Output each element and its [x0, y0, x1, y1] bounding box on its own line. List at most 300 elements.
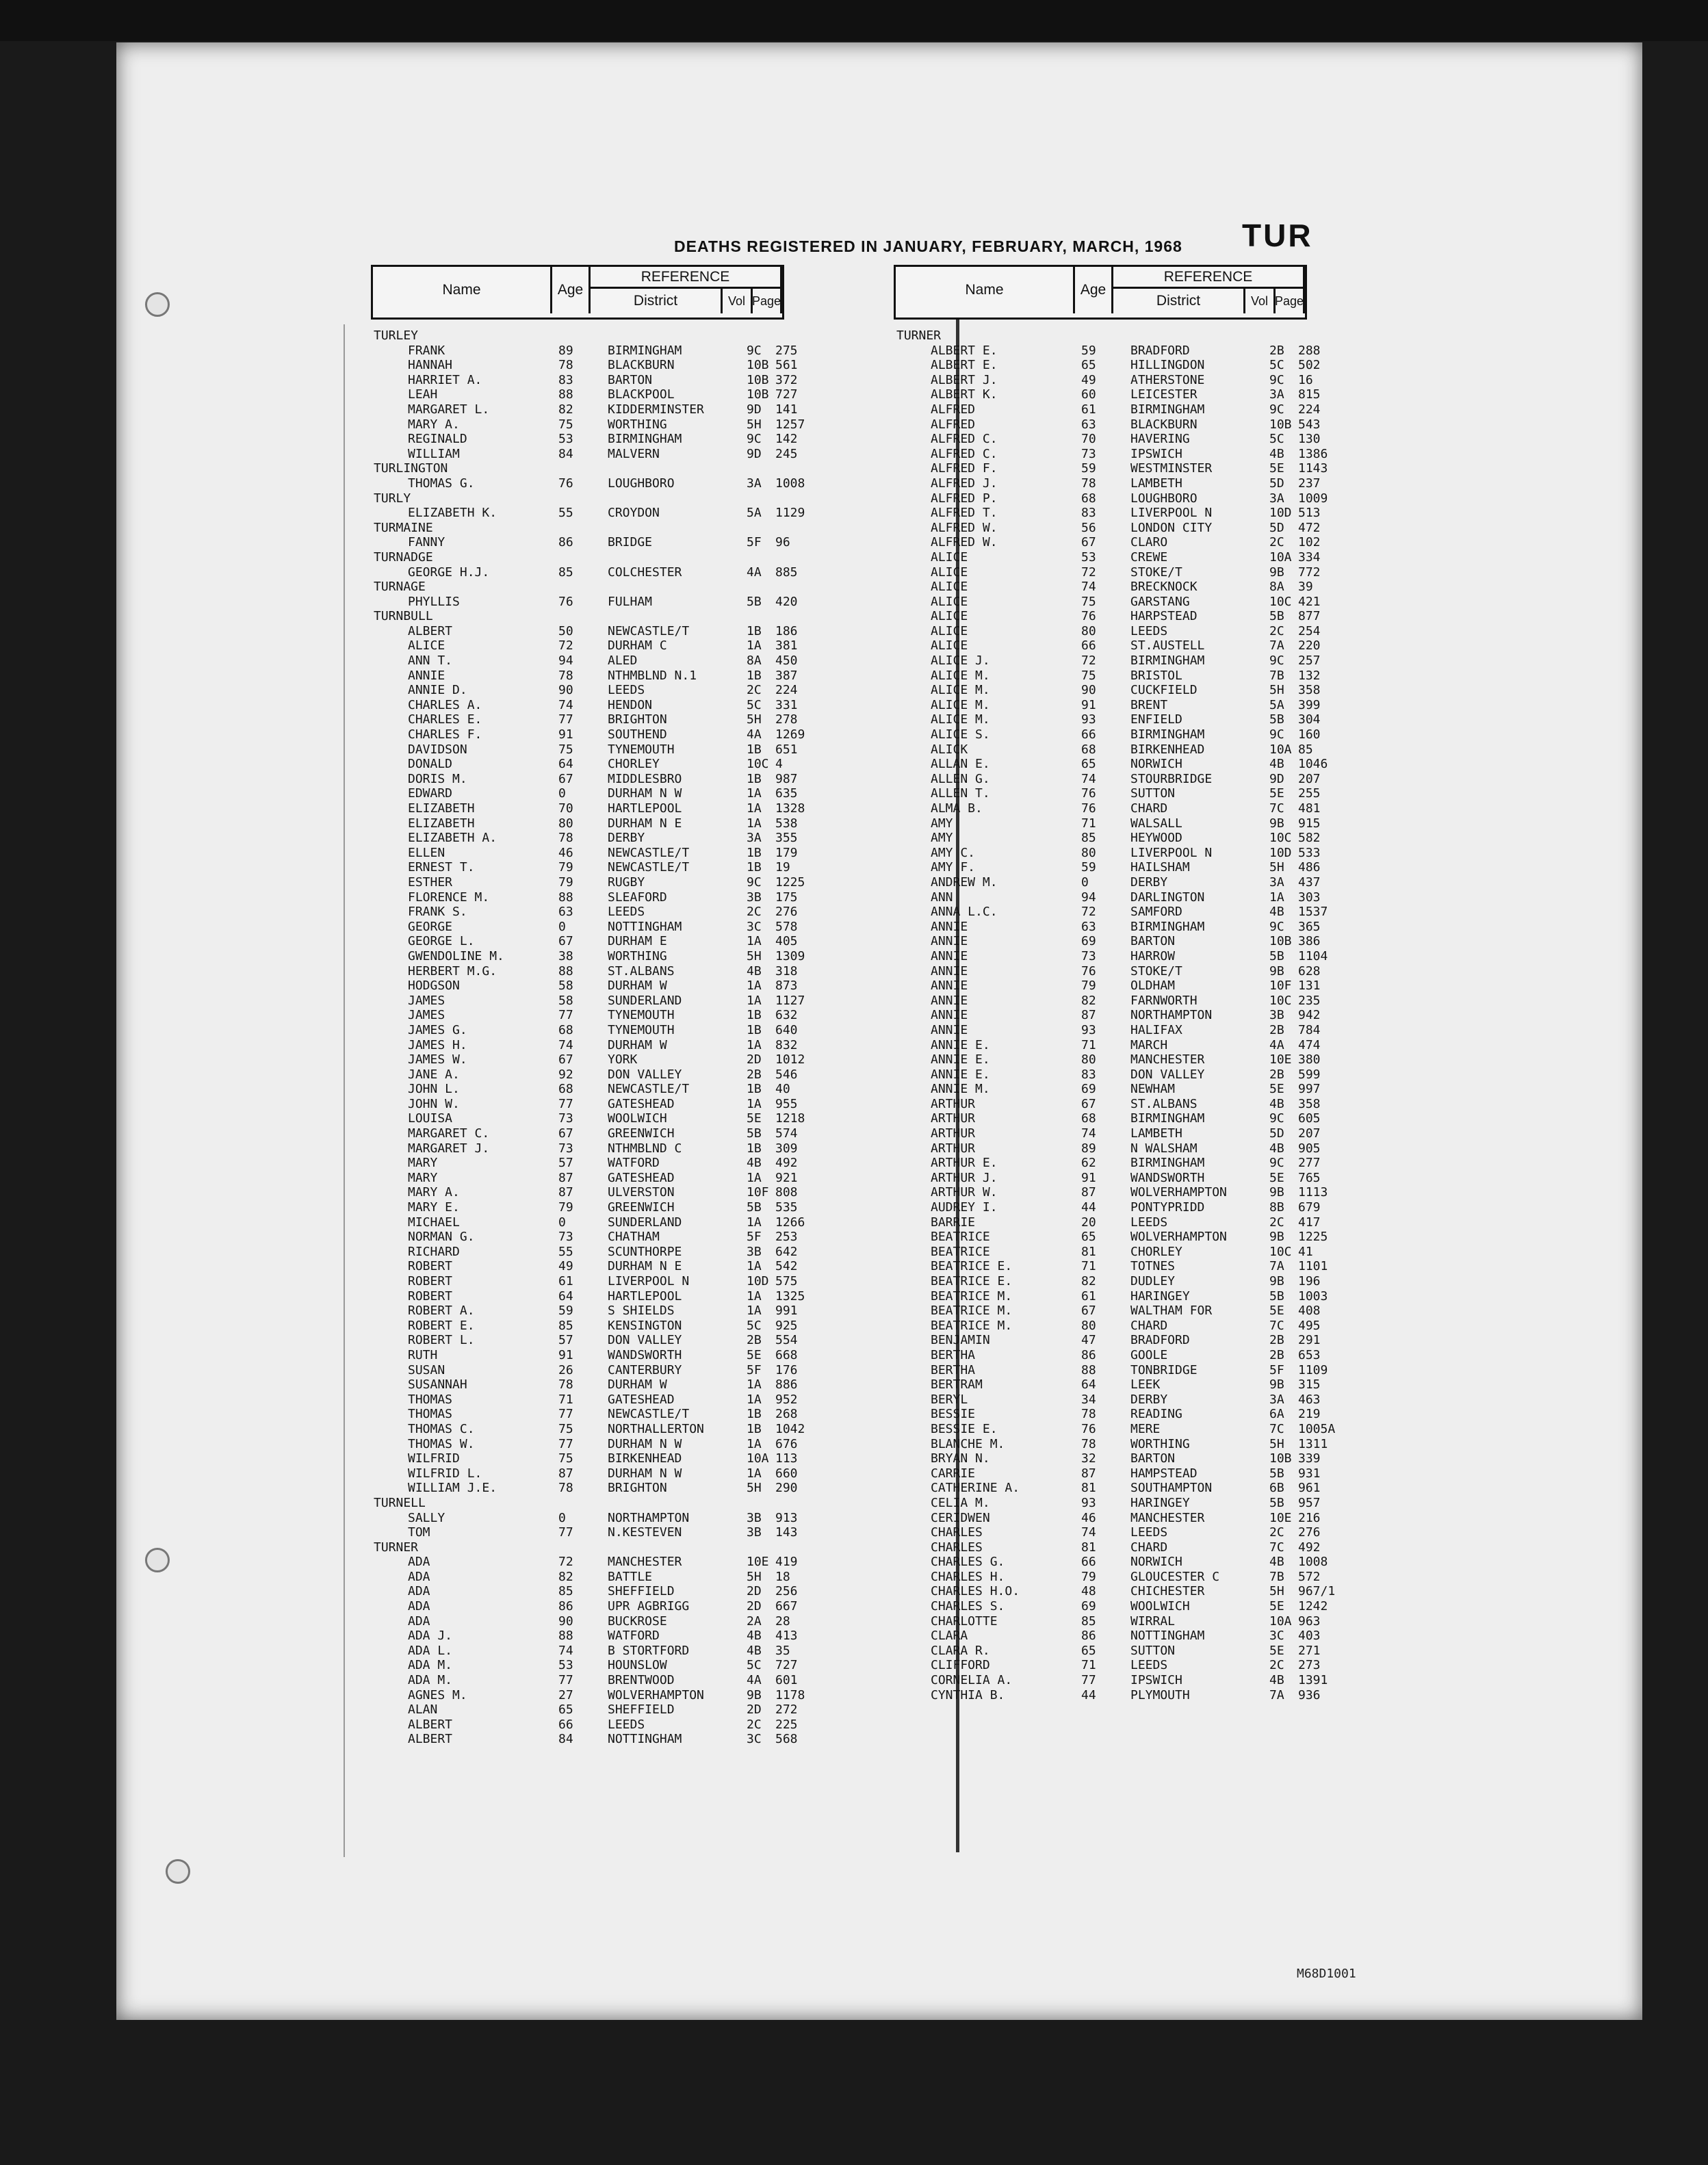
entry-page: 481 — [1298, 801, 1321, 816]
entry-page: 256 — [775, 1584, 798, 1599]
entry-name: ADA L. — [408, 1643, 453, 1658]
entry-vol: 10A — [747, 1451, 769, 1466]
list-item — [374, 978, 935, 994]
entry-district: NTHMBLND C — [608, 1141, 682, 1156]
entry-district: DURHAM W — [608, 1037, 667, 1052]
entry-name: TOM — [408, 1525, 430, 1540]
entry-age: 91 — [558, 1347, 573, 1362]
entry-age: 88 — [558, 963, 573, 978]
entry-age: 67 — [1081, 1304, 1096, 1319]
entry-name: MARGARET L. — [408, 402, 490, 417]
entry-page: 543 — [1298, 417, 1321, 432]
entry-age: 80 — [1081, 845, 1096, 860]
entry-district: LEEK — [1130, 1377, 1161, 1392]
entry-district: ST.ALBANS — [1130, 1096, 1198, 1111]
entry-name: BEATRICE — [931, 1230, 990, 1245]
entry-name: PHYLLIS — [408, 594, 460, 609]
entry-name: JOHN W. — [408, 1096, 460, 1111]
entry-vol: 9C — [747, 343, 762, 358]
margin-rule — [344, 324, 345, 1857]
entry-page: 318 — [775, 963, 798, 978]
entry-age: 67 — [558, 771, 573, 786]
list-item — [896, 1481, 1458, 1496]
entry-name: EDWARD — [408, 786, 453, 801]
entry-vol: 2D — [747, 1052, 762, 1067]
entry-name: ALICE — [931, 549, 968, 565]
entry-district: HENDON — [608, 697, 653, 712]
entry-name: ANNIE — [931, 948, 968, 963]
entry-page: 207 — [1298, 1126, 1321, 1141]
entry-district: LIVERPOOL N — [1130, 845, 1213, 860]
entry-name: DORIS M. — [408, 771, 467, 786]
entry-vol: 4A — [747, 565, 762, 580]
entry-age: 65 — [1081, 1230, 1096, 1245]
entry-page: 275 — [775, 343, 798, 358]
entry-district: SOUTHEND — [608, 727, 667, 742]
entry-name: ALICE S. — [931, 727, 990, 742]
list-item — [896, 816, 1458, 831]
entry-vol: 9D — [747, 446, 762, 461]
entry-page: 417 — [1298, 1215, 1321, 1230]
entry-vol: 5B — [1269, 1495, 1284, 1510]
entry-age: 63 — [558, 905, 573, 920]
col-vol: Vol — [723, 289, 753, 313]
entry-name: ALICE — [931, 623, 968, 638]
surname: TURNER — [374, 1540, 419, 1555]
entry-name: ALBERT — [408, 1732, 453, 1747]
entry-page: 628 — [1298, 963, 1321, 978]
entry-age: 74 — [1081, 580, 1096, 595]
entry-page: 582 — [1298, 831, 1321, 846]
list-item — [374, 506, 935, 521]
entry-page: 143 — [775, 1525, 798, 1540]
list-item — [374, 1171, 935, 1186]
entry-page: 913 — [775, 1510, 798, 1525]
entry-district: ST.AUSTELL — [1130, 638, 1205, 653]
entry-vol: 2D — [747, 1584, 762, 1599]
entry-page: 727 — [775, 1658, 798, 1673]
entry-vol: 4B — [1269, 1555, 1284, 1570]
list-item — [896, 757, 1458, 772]
list-item — [896, 1570, 1458, 1585]
entry-age: 81 — [1081, 1244, 1096, 1259]
list-item — [374, 1052, 935, 1067]
entry-age: 74 — [558, 1643, 573, 1658]
entry-age: 74 — [1081, 771, 1096, 786]
entry-page: 277 — [1298, 1156, 1321, 1171]
entry-district: HARINGEY — [1130, 1288, 1190, 1304]
entry-vol: 3A — [1269, 387, 1284, 402]
list-item — [374, 1437, 935, 1452]
list-item — [896, 595, 1458, 610]
entry-vol: 10C — [1269, 831, 1292, 846]
binder-hole — [145, 292, 170, 317]
entry-district: IPSWICH — [1130, 1673, 1182, 1688]
list-item — [896, 860, 1458, 875]
list-item — [896, 358, 1458, 373]
entry-vol: 10D — [1269, 845, 1292, 860]
entry-district: NTHMBLND N.1 — [608, 668, 697, 683]
entry-district: NOTTINGHAM — [608, 919, 682, 934]
entry-district: KIDDERMINSTER — [608, 402, 704, 417]
list-item — [374, 1082, 935, 1097]
entry-age: 76 — [558, 594, 573, 609]
list-item — [374, 1525, 935, 1540]
entry-district: HALIFAX — [1130, 1022, 1182, 1037]
list-item — [374, 920, 935, 935]
entry-page: 339 — [1298, 1451, 1321, 1466]
entry-vol: 7C — [1269, 1540, 1284, 1555]
entry-age: 87 — [558, 1170, 573, 1185]
entry-page: 207 — [1298, 771, 1321, 786]
entry-district: BRIGHTON — [608, 712, 667, 727]
entry-name: ALLEN T. — [931, 786, 990, 801]
entry-vol: 5C — [747, 697, 762, 712]
entry-district: DURHAM N W — [608, 1436, 682, 1451]
entry-age: 60 — [1081, 387, 1096, 402]
entry-vol: 9C — [1269, 919, 1284, 934]
entry-vol: 4B — [1269, 1096, 1284, 1111]
entry-page: 257 — [1298, 653, 1321, 669]
entry-name: CYNTHIA B. — [931, 1687, 1005, 1702]
entry-age: 74 — [558, 1037, 573, 1052]
entry-name: ALBERT E. — [931, 358, 998, 373]
entry-name: BARRIE — [931, 1215, 976, 1230]
entry-name: ARTHUR — [931, 1096, 976, 1111]
entry-name: JAMES G. — [408, 1022, 467, 1037]
entry-page: 28 — [775, 1613, 790, 1629]
entry-name: ROBERT — [408, 1259, 453, 1274]
list-item — [374, 432, 935, 447]
entry-vol: 5F — [1269, 1362, 1284, 1377]
column-header-left — [371, 265, 784, 320]
entry-age: 75 — [558, 742, 573, 757]
entry-district: CHARD — [1130, 1318, 1168, 1333]
list-item — [374, 1584, 935, 1599]
entry-page: 1266 — [775, 1215, 805, 1230]
entry-page: 772 — [1298, 565, 1321, 580]
entry-page: 358 — [1298, 1096, 1321, 1111]
entry-age: 80 — [1081, 1052, 1096, 1067]
entry-name: ADA J. — [408, 1629, 453, 1644]
entry-district: SHEFFIELD — [608, 1702, 675, 1717]
entry-vol: 5E — [1269, 1643, 1284, 1658]
entry-name: ANNIE — [931, 978, 968, 994]
list-item — [374, 1702, 935, 1717]
entry-vol: 5E — [1269, 1170, 1284, 1185]
entry-age: 78 — [558, 831, 573, 846]
entry-age: 80 — [1081, 1318, 1096, 1333]
entry-vol: 1B — [747, 1421, 762, 1436]
entry-name: ELIZABETH K. — [408, 506, 497, 521]
entry-name: CLIFFORD — [931, 1658, 990, 1673]
list-item — [896, 1171, 1458, 1186]
entry-district: NOTTINGHAM — [608, 1732, 682, 1747]
entry-name: ALBERT — [408, 1717, 453, 1732]
list-item — [896, 801, 1458, 816]
entry-age: 59 — [1081, 343, 1096, 358]
list-item — [374, 1097, 935, 1112]
entry-name: MARY — [408, 1156, 438, 1171]
entry-age: 73 — [558, 1230, 573, 1245]
entry-district: HEYWOOD — [1130, 831, 1182, 846]
entry-vol: 2B — [1269, 1022, 1284, 1037]
entry-page: 486 — [1298, 860, 1321, 875]
entry-district: N.KESTEVEN — [608, 1525, 682, 1540]
col-page: Page — [753, 289, 782, 313]
entry-vol: 9B — [1269, 1185, 1284, 1200]
entry-name: ALBERT — [408, 623, 453, 638]
list-item — [896, 1525, 1458, 1540]
entry-name: ALICK — [931, 742, 968, 757]
entry-age: 73 — [558, 1141, 573, 1156]
list-item — [896, 343, 1458, 359]
entry-vol: 1A — [747, 786, 762, 801]
entry-district: DURHAM N W — [608, 1466, 682, 1481]
entry-vol: 6A — [1269, 1407, 1284, 1422]
list-item — [896, 949, 1458, 964]
entry-age: 49 — [558, 1259, 573, 1274]
entry-age: 87 — [558, 1466, 573, 1481]
entry-page: 1537 — [1298, 905, 1328, 920]
entry-age: 66 — [1081, 727, 1096, 742]
entry-vol: 3B — [1269, 1008, 1284, 1023]
entry-district: DON VALLEY — [1130, 1067, 1205, 1082]
list-item — [374, 1274, 935, 1289]
list-item — [374, 905, 935, 920]
entry-age: 93 — [1081, 712, 1096, 727]
entry-name: BERTHA — [931, 1347, 976, 1362]
list-item — [374, 846, 935, 861]
entry-district: CHORLEY — [1130, 1244, 1182, 1259]
entry-district: GATESHEAD — [608, 1170, 675, 1185]
entry-name: ALBERT E. — [931, 343, 998, 358]
entry-name: ALFRED J. — [931, 476, 998, 491]
entry-name: ALICE M. — [931, 683, 990, 698]
entry-page: 365 — [1298, 919, 1321, 934]
entry-vol: 5B — [747, 1200, 762, 1215]
entry-district: BIRMINGHAM — [608, 432, 682, 447]
list-item — [896, 1658, 1458, 1673]
entry-age: 83 — [558, 372, 573, 387]
entry-district: UPR AGBRIGG — [608, 1599, 690, 1614]
entry-age: 65 — [1081, 358, 1096, 373]
entry-vol: 5H — [747, 948, 762, 963]
entry-vol: 1A — [747, 1377, 762, 1392]
entry-page: 561 — [775, 358, 798, 373]
entry-age: 78 — [1081, 476, 1096, 491]
entry-vol: 7B — [1269, 668, 1284, 683]
entry-age: 86 — [1081, 1347, 1096, 1362]
entry-age: 59 — [1081, 860, 1096, 875]
list-item — [896, 1274, 1458, 1289]
entry-district: CUCKFIELD — [1130, 683, 1198, 698]
entry-name: CORNELIA A. — [931, 1673, 1013, 1688]
entry-name: CELIA M. — [931, 1495, 990, 1510]
entry-vol: 3B — [747, 1244, 762, 1259]
entry-vol: 9C — [1269, 727, 1284, 742]
entry-name: HANNAH — [408, 358, 453, 373]
entry-district: CROYDON — [608, 506, 660, 521]
entry-name: BEATRICE M. — [931, 1318, 1013, 1333]
list-item — [896, 447, 1458, 462]
list-item — [374, 683, 935, 698]
entry-page: 538 — [775, 816, 798, 831]
list-item — [896, 1629, 1458, 1644]
list-item — [896, 934, 1458, 949]
list-item — [896, 653, 1458, 669]
list-item — [896, 373, 1458, 388]
entry-page: 886 — [775, 1377, 798, 1392]
entry-age: 57 — [558, 1156, 573, 1171]
entry-vol: 5B — [1269, 712, 1284, 727]
entry-vol: 3B — [747, 890, 762, 905]
entry-district: ENFIELD — [1130, 712, 1182, 727]
surname: TURLINGTON — [374, 461, 448, 476]
entry-name: ADA M. — [408, 1673, 453, 1688]
entry-vol: 5D — [1269, 520, 1284, 535]
entry-vol: 1A — [1269, 890, 1284, 905]
entry-page: 1012 — [775, 1052, 805, 1067]
entry-vol: 1A — [747, 1436, 762, 1451]
list-item — [374, 698, 935, 713]
entry-age: 86 — [1081, 1629, 1096, 1644]
list-item — [896, 506, 1458, 521]
entry-page: 1178 — [775, 1687, 805, 1702]
list-item — [374, 1141, 935, 1156]
entry-name: GEORGE — [408, 919, 453, 934]
entry-name: AMY — [931, 831, 953, 846]
entry-age: 83 — [1081, 1067, 1096, 1082]
surname-heading — [374, 521, 935, 536]
entry-vol: 5E — [1269, 1082, 1284, 1097]
entry-age: 67 — [1081, 1096, 1096, 1111]
entry-vol: 5B — [1269, 1466, 1284, 1481]
entry-name: ROBERT — [408, 1274, 453, 1288]
entry-age: 86 — [558, 535, 573, 550]
entry-district: OLDHAM — [1130, 978, 1176, 994]
entry-name: ALICE M. — [931, 668, 990, 683]
entry-page: 254 — [1298, 623, 1321, 638]
list-item — [374, 447, 935, 462]
list-item — [896, 1126, 1458, 1141]
entry-vol: 2A — [747, 1613, 762, 1629]
entry-age: 73 — [558, 1111, 573, 1126]
entry-district: WALSALL — [1130, 816, 1182, 831]
entry-name: MICHAEL — [408, 1215, 460, 1230]
entry-name: BERTRAM — [931, 1377, 983, 1392]
entry-page: 640 — [775, 1022, 798, 1037]
entry-name: ESTHER — [408, 874, 453, 890]
entry-district: LEEDS — [608, 905, 645, 920]
entry-page: 554 — [775, 1333, 798, 1348]
entry-age: 71 — [558, 1392, 573, 1407]
entry-page: 130 — [1298, 432, 1321, 447]
entry-vol: 2B — [747, 1333, 762, 1348]
entry-page: 642 — [775, 1244, 798, 1259]
entry-age: 90 — [1081, 683, 1096, 698]
entry-vol: 5B — [747, 594, 762, 609]
entry-page: 967/1 — [1298, 1584, 1336, 1599]
entry-age: 48 — [1081, 1584, 1096, 1599]
surname-heading — [374, 609, 935, 624]
list-item — [374, 417, 935, 432]
entry-district: WATFORD — [608, 1629, 660, 1644]
list-item — [896, 1067, 1458, 1082]
list-item — [896, 831, 1458, 846]
entry-name: BESSIE E. — [931, 1421, 998, 1436]
entry-vol: 1B — [747, 845, 762, 860]
entry-vol: 10A — [1269, 742, 1292, 757]
entry-vol: 5A — [747, 506, 762, 521]
entry-vol: 9C — [1269, 1156, 1284, 1171]
entry-district: WOOLWICH — [1130, 1599, 1190, 1614]
entry-name: ALICE M. — [931, 712, 990, 727]
entry-age: 64 — [1081, 1377, 1096, 1392]
entry-vol: 2C — [1269, 1215, 1284, 1230]
entry-age: 32 — [1081, 1451, 1096, 1466]
entry-vol: 1B — [747, 1022, 762, 1037]
surname: TURNADGE — [374, 549, 433, 565]
entry-vol: 5C — [1269, 358, 1284, 373]
entry-district: LIVERPOOL N — [1130, 506, 1213, 521]
list-item — [374, 1570, 935, 1585]
entry-age: 63 — [1081, 919, 1096, 934]
list-item — [374, 387, 935, 402]
list-item — [374, 1481, 935, 1496]
list-item — [374, 343, 935, 359]
entry-page: 219 — [1298, 1407, 1321, 1422]
entry-name: ALFRED P. — [931, 491, 998, 506]
entry-vol: 1B — [747, 771, 762, 786]
entry-name: ADA — [408, 1599, 430, 1614]
entry-page: 1225 — [1298, 1230, 1328, 1245]
entry-page: 568 — [775, 1732, 798, 1747]
entry-vol: 9B — [1269, 565, 1284, 580]
list-item — [896, 978, 1458, 994]
entry-district: BRECKNOCK — [1130, 580, 1198, 595]
entry-district: DON VALLEY — [608, 1333, 682, 1348]
entry-district: DURHAM W — [608, 978, 667, 994]
entry-age: 75 — [558, 1451, 573, 1466]
entry-age: 72 — [558, 638, 573, 653]
entry-age: 69 — [1081, 1082, 1096, 1097]
entry-name: MARY A. — [408, 1185, 460, 1200]
list-item — [374, 964, 935, 979]
entry-district: MERE — [1130, 1421, 1161, 1436]
entry-district: TYNEMOUTH — [608, 1008, 675, 1023]
entry-district: S SHIELDS — [608, 1304, 675, 1319]
entry-age: 63 — [1081, 417, 1096, 432]
entry-page: 216 — [1298, 1510, 1321, 1525]
entry-name: ADA M. — [408, 1658, 453, 1673]
entry-district: NEWCASTLE/T — [608, 623, 690, 638]
entry-page: 578 — [775, 919, 798, 934]
entry-page: 334 — [1298, 549, 1321, 565]
entry-page: 386 — [1298, 934, 1321, 949]
entry-page: 1113 — [1298, 1185, 1328, 1200]
entry-name: LOUISA — [408, 1111, 453, 1126]
entry-name: BERYL — [931, 1392, 968, 1407]
list-item — [374, 1451, 935, 1466]
list-item — [374, 757, 935, 772]
list-item — [896, 432, 1458, 447]
entry-page: 1009 — [1298, 491, 1328, 506]
entry-age: 64 — [558, 757, 573, 772]
entry-district: CHARD — [1130, 1540, 1168, 1555]
entry-name: BESSIE — [931, 1407, 976, 1422]
entry-page: 635 — [775, 786, 798, 801]
